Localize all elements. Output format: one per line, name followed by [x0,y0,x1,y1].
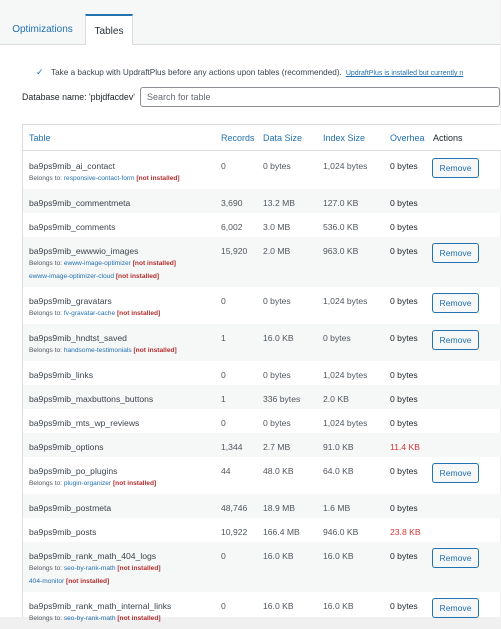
index-size-value: 1,024 bytes [323,370,368,380]
not-installed-badge: [not installed] [66,578,110,585]
belongs-label: Belongs to: [29,175,64,182]
table-name: ba9ps9mib_options [29,442,104,452]
index-size-value: 946.0 KB [323,527,359,537]
table-row [23,152,501,189]
table-name: ba9ps9mib_commentmeta [29,198,131,208]
index-size-value: 64.0 KB [323,466,354,476]
table-row [23,213,501,237]
records-value: 44 [221,466,231,476]
overhead-value: 0 bytes [390,161,418,171]
belongs-to [29,346,177,356]
records-value: 0 [221,551,226,561]
table-row [23,457,501,494]
table-row [23,189,501,213]
index-size-value: 91.0 KB [323,442,354,452]
belongs-label: Belongs to: [29,347,64,354]
table-row [23,542,501,592]
data-size-value: 16.0 KB [263,551,294,561]
not-installed-badge: [not installed] [117,615,161,622]
tab-optimizations[interactable]: Optimizations [12,24,73,35]
tables-table [22,124,500,622]
records-value: 15,920 [221,246,248,256]
tables-panel [0,45,500,622]
not-installed-badge: [not installed] [136,175,180,182]
column-index-size[interactable]: Index Size [323,133,366,143]
database-name-label: Database name: 'pbjdfacdev' [22,92,135,102]
data-size-value: 166.4 MB [263,527,300,537]
column-overhead[interactable]: Overhea [390,133,425,143]
table-name: ba9ps9mib_rank_math_internal_links [29,601,172,611]
belongs-label: Belongs to: [29,480,64,487]
plugin-link[interactable]: fv-gravatar-cache [63,310,116,317]
overhead-value: 0 bytes [390,296,418,306]
overhead-value: 0 bytes [390,370,418,380]
updraftplus-link[interactable]: UpdraftPlus is installed but currently n [345,70,464,77]
table-name: ba9ps9mib_links [29,370,94,380]
records-value: 0 [221,370,226,380]
overhead-value: 23.8 KB [390,527,421,537]
data-size-value: 18.9 MB [263,503,296,513]
remove-button[interactable]: Remove [432,330,479,350]
plugin-link[interactable]: plugin-organizer [63,480,112,487]
belongs-label: Belongs to: [29,615,64,622]
data-size-value: 0 bytes [263,296,291,306]
records-value: 10,922 [221,527,248,537]
table-row [23,237,501,287]
plugin-link[interactable]: seo-by-rank-math [63,565,116,572]
table-name: ba9ps9mib_maxbuttons_buttons [29,394,154,404]
plugin-link[interactable]: ewww-image-optimizer-cloud [29,273,115,280]
table-name: ba9ps9mib_ewwwio_images [29,246,139,256]
not-installed-badge: [not installed] [117,565,161,572]
belongs-to [29,577,109,587]
index-size-value: 1,024 bytes [323,296,368,306]
remove-button[interactable]: Remove [432,243,479,263]
data-size-value: 0 bytes [263,370,291,380]
index-size-value: 963.0 KB [323,246,359,256]
table-row [23,433,501,457]
not-installed-badge: [not installed] [132,260,176,267]
plugin-link[interactable]: handsome-testimonials [63,347,132,354]
plugin-link[interactable]: ewww-image-optimizer [63,260,131,267]
data-size-value: 0 bytes [263,418,291,428]
table-name: ba9ps9mib_comments [29,222,116,232]
remove-button[interactable]: Remove [432,293,479,313]
remove-button[interactable]: Remove [432,463,479,483]
belongs-to [29,479,156,489]
records-value: 6,002 [221,222,243,232]
column-actions: Actions [433,133,463,143]
overhead-value: 0 bytes [390,198,418,208]
records-value: 0 [221,418,226,428]
data-size-value: 2.0 MB [263,246,291,256]
data-size-value: 3.0 MB [263,222,291,232]
database-row [22,87,500,107]
belongs-to [29,309,160,319]
table-row [23,494,501,518]
belongs-to [29,272,159,282]
table-header [23,125,501,151]
checkmark-icon[interactable]: ✓ [36,67,44,77]
overhead-value: 0 bytes [390,551,418,561]
index-size-value: 16.0 KB [323,551,354,561]
table-name: ba9ps9mib_mts_wp_reviews [29,418,140,428]
table-name: ba9ps9mib_hndtst_saved [29,333,127,343]
index-size-value: 127.0 KB [323,198,359,208]
table-name: ba9ps9mib_ai_contact [29,161,115,171]
records-value: 0 [221,161,226,171]
data-size-value: 16.0 KB [263,601,294,611]
plugin-link[interactable]: responsive-contact-form [63,175,135,182]
table-name: ba9ps9mib_posts [29,527,97,537]
overhead-value: 11.4 KB [390,442,420,452]
overhead-value: 0 bytes [390,394,418,404]
records-value: 0 [221,296,226,306]
index-size-value: 1,024 bytes [323,161,368,171]
records-value: 1 [221,333,226,343]
records-value: 1 [221,394,226,404]
not-installed-badge: [not installed] [116,310,161,317]
index-size-value: 536.0 KB [323,222,359,232]
overhead-value: 0 bytes [390,503,418,513]
table-row [23,287,501,324]
data-size-value: 2.7 MB [263,442,291,452]
table-row [23,409,501,433]
table-row [23,324,501,361]
column-table[interactable]: Table [29,133,51,143]
index-size-value: 2.0 KB [323,394,349,404]
overhead-value: 0 bytes [390,601,418,611]
data-size-value: 16.0 KB [263,333,294,343]
not-installed-badge: [not installed] [133,347,177,354]
table-name: ba9ps9mib_po_plugins [29,466,118,476]
remove-button[interactable]: Remove [432,548,479,568]
table-name: ba9ps9mib_rank_math_404_logs [29,551,157,561]
records-value: 1,344 [221,442,243,452]
records-value: 3,690 [221,198,243,208]
overhead-value: 0 bytes [390,333,418,343]
column-records[interactable]: Records [221,133,255,143]
belongs-label: Belongs to: [29,565,64,572]
index-size-value: 1.6 MB [323,503,351,513]
data-size-value: 13.2 MB [263,198,296,208]
belongs-to [29,564,161,574]
belongs-to [29,259,176,269]
overhead-value: 0 bytes [390,418,418,428]
belongs-to [29,614,161,624]
plugin-link[interactable]: seo-by-rank-math [63,615,116,622]
not-installed-badge: [not installed] [115,273,160,280]
remove-button[interactable]: Remove [432,158,479,178]
tab-tables[interactable]: Tables [85,14,133,46]
table-row [23,592,501,629]
not-installed-badge: [not installed] [112,480,157,487]
data-size-value: 0 bytes [263,161,291,171]
belongs-to [29,174,180,184]
tab-bar [0,0,500,45]
table-search-input[interactable] [140,87,500,107]
index-size-value: 0 bytes [323,333,351,343]
index-size-value: 16.0 KB [323,601,354,611]
table-name: ba9ps9mib_postmeta [29,503,112,513]
overhead-value: 0 bytes [390,222,418,232]
overhead-value: 0 bytes [390,466,418,476]
table-row [23,385,501,409]
table-row [23,518,501,542]
records-value: 48,746 [221,503,248,513]
column-data-size[interactable]: Data Size [263,133,303,143]
backup-option[interactable] [36,65,500,79]
records-value: 0 [221,601,226,611]
belongs-label: Belongs to: [29,310,64,317]
index-size-value: 1,024 bytes [323,418,368,428]
table-name: ba9ps9mib_gravatars [29,296,112,306]
belongs-label: Belongs to: [29,260,64,267]
overhead-value: 0 bytes [390,246,418,256]
plugin-link[interactable]: 404-monitor [29,578,65,585]
remove-button[interactable]: Remove [432,598,479,618]
data-size-value: 48.0 KB [263,466,294,476]
data-size-value: 336 bytes [263,394,301,404]
table-row [23,361,501,385]
backup-label: Take a backup with UpdraftPlus before any actions upon tables (recommended). [51,68,342,77]
